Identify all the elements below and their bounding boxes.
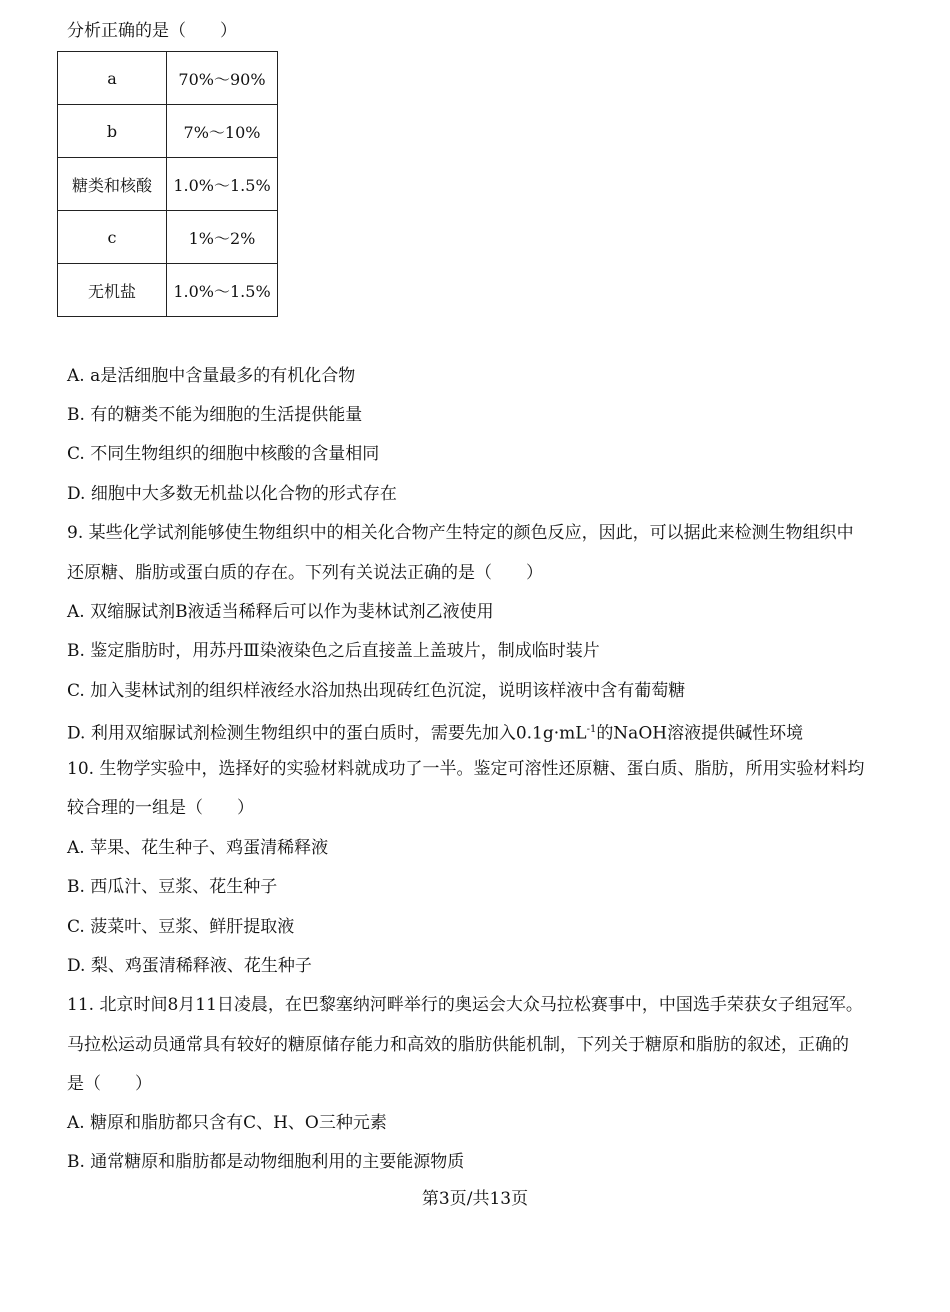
q9-option-d-exponent: -1 bbox=[586, 724, 597, 735]
q9-option-d-text-end: 的NaOH溶液提供碱性环境 bbox=[596, 723, 804, 744]
table-cell-name: c bbox=[58, 211, 167, 264]
composition-table bbox=[57, 51, 278, 317]
q9-stem-line2: 还原糖、脂肪或蛋白质的存在。下列有关说法正确的是（ ） bbox=[67, 563, 543, 583]
q11-option-b: B. 通常糖原和脂肪都是动物细胞利用的主要能源物质 bbox=[67, 1152, 465, 1172]
table-cell-value: 1%～2% bbox=[167, 211, 278, 264]
q9-option-d-text: D. 利用双缩脲试剂检测生物组织中的蛋白质时，需要先加入0.1g·mL bbox=[67, 723, 587, 744]
table-cell-value: 7%～10% bbox=[167, 105, 278, 158]
q10-stem-line1: 10. 生物学实验中，选择好的实验材料就成功了一半。鉴定可溶性还原糖、蛋白质、脂肪，所用实验材料均 bbox=[67, 759, 865, 779]
q10-option-c: C. 菠菜叶、豆浆、鲜肝提取液 bbox=[67, 917, 295, 937]
q10-option-a: A. 苹果、花生种子、鸡蛋清稀释液 bbox=[67, 838, 329, 858]
q9-option-b: B. 鉴定脂肪时，用苏丹Ⅲ染液染色之后直接盖上盖玻片，制成临时装片 bbox=[67, 641, 600, 661]
q11-stem-line3: 是（ ） bbox=[67, 1074, 152, 1094]
q8-option-c: C. 不同生物组织的细胞中核酸的含量相同 bbox=[67, 444, 380, 464]
q9-option-d bbox=[67, 719, 803, 745]
q9-option-a: A. 双缩脲试剂B液适当稀释后可以作为斐林试剂乙液使用 bbox=[67, 602, 494, 622]
q8-option-d: D. 细胞中大多数无机盐以化合物的形式存在 bbox=[67, 484, 397, 504]
q11-stem-line1: 11. 北京时间8月11日凌晨，在巴黎塞纳河畔举行的奥运会大众马拉松赛事中，中国选手荣获女子组冠军。 bbox=[67, 995, 863, 1015]
table-row bbox=[58, 105, 278, 158]
q9-option-c: C. 加入斐林试剂的组织样液经水浴加热出现砖红色沉淀，说明该样液中含有葡萄糖 bbox=[67, 681, 686, 701]
q10-option-b: B. 西瓜汁、豆浆、花生种子 bbox=[67, 877, 278, 897]
table-row bbox=[58, 264, 278, 317]
page-number-footer: 第3页/共13页 bbox=[421, 1189, 529, 1209]
q11-stem-line2: 马拉松运动员通常具有较好的糖原储存能力和高效的脂肪供能机制，下列关于糖原和脂肪的叙述，正确的 bbox=[67, 1035, 849, 1055]
table-cell-name: b bbox=[58, 105, 167, 158]
q10-option-d: D. 梨、鸡蛋清稀释液、花生种子 bbox=[67, 956, 312, 976]
table-cell-value: 1.0%～1.5% bbox=[167, 158, 278, 211]
table-cell-value: 70%～90% bbox=[167, 52, 278, 105]
table-row bbox=[58, 211, 278, 264]
table-row bbox=[58, 52, 278, 105]
q10-stem-line2: 较合理的一组是（ ） bbox=[67, 798, 254, 818]
q8-option-a: A. a是活细胞中含量最多的有机化合物 bbox=[67, 366, 356, 386]
table-cell-name: 糖类和核酸 bbox=[58, 158, 167, 211]
question-intro: 分析正确的是（ ） bbox=[67, 21, 237, 41]
q9-stem-line1: 9. 某些化学试剂能够使生物组织中的相关化合物产生特定的颜色反应，因此，可以据此来检测生物组织中 bbox=[67, 523, 854, 543]
q11-option-a: A. 糖原和脂肪都只含有C、H、O三种元素 bbox=[67, 1113, 387, 1133]
table-cell-name: a bbox=[58, 52, 167, 105]
table-cell-name: 无机盐 bbox=[58, 264, 167, 317]
table-cell-value: 1.0%～1.5% bbox=[167, 264, 278, 317]
table-row bbox=[58, 158, 278, 211]
q8-option-b: B. 有的糖类不能为细胞的生活提供能量 bbox=[67, 405, 363, 425]
